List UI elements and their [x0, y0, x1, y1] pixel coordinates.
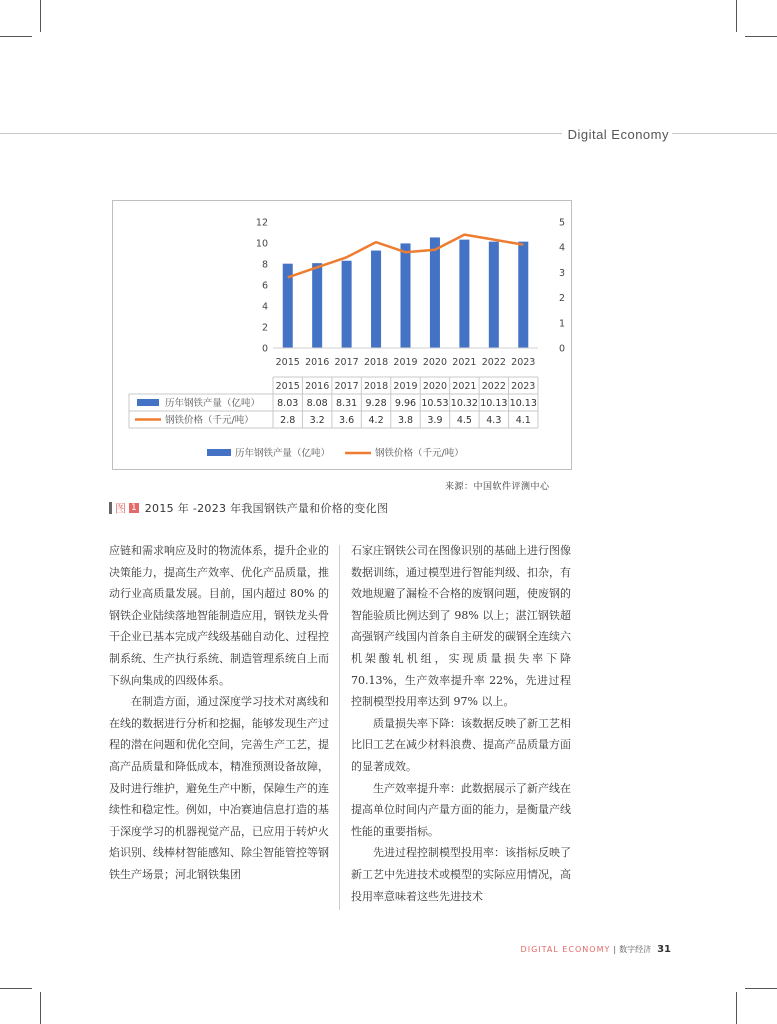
table-header-cell: 2023 [511, 381, 536, 392]
page-footer [521, 944, 671, 955]
chart-svg [113, 201, 573, 471]
table-header-cell: 2017 [334, 381, 359, 392]
y-right-tick-label: 3 [559, 267, 566, 279]
table-value-cell: 4.2 [368, 415, 384, 426]
table-value-cell: 10.13 [509, 398, 537, 409]
x-tick-label: 2015 [275, 357, 300, 368]
footer-separator: | [613, 945, 617, 954]
paragraph: 生产效率提升率：此数据展示了新产线在提高单位时间内产量方面的能力，是衡量产线性能的重要指标。 [351, 781, 571, 838]
y-left-tick-label: 6 [261, 280, 268, 292]
x-tick-label: 2021 [452, 357, 477, 368]
column-divider [339, 545, 340, 910]
table-header-cell: 2018 [363, 381, 389, 392]
table-value-cell: 10.32 [450, 398, 478, 409]
chart-figure [112, 200, 572, 470]
x-tick-label: 2020 [422, 357, 448, 368]
bar [312, 263, 322, 348]
x-tick-label: 2018 [363, 357, 389, 368]
table-value-cell: 3.6 [339, 415, 355, 426]
y-right-tick-label: 4 [559, 242, 566, 254]
y-left-tick-label: 8 [261, 259, 268, 271]
paragraph: 应链和需求响应及时的物流体系，提升企业的决策能力，提高生产效率、优化产品质量，推动行业高质量发展。目前，国内超过 80% 的钢铁企业陆续落地智能制造应用，钢铁龙头骨干企业已基本完成产线级基础自动化、过程控制系统、生产执行系统、制造管理系统自上而下纵向集成的四级体系。 [109, 544, 329, 687]
table-header-cell: 2021 [452, 381, 477, 392]
x-tick-label: 2022 [481, 357, 506, 368]
y-left-tick-label: 0 [261, 343, 268, 355]
table-header-cell: 2022 [481, 381, 506, 392]
table-value-cell: 8.31 [336, 398, 358, 409]
page-number: 31 [657, 944, 671, 955]
table-value-cell: 3.9 [427, 415, 443, 426]
bar [342, 261, 352, 348]
table-value-cell: 4.5 [456, 415, 472, 426]
paragraph: 质量损失率下降：该数据反映了新工艺相比旧工艺在减少材料浪费、提高产品质量方面的显著成效。 [351, 716, 571, 773]
y-left-tick-label: 12 [255, 217, 268, 229]
figure-label: 图 [115, 502, 126, 515]
caption-title: 2015 年 -2023 年我国钢铁产量和价格的变化图 [144, 502, 389, 515]
crop-mark [40, 0, 41, 32]
table-value-cell: 9.96 [394, 398, 417, 409]
crop-mark [745, 988, 777, 989]
bar [430, 237, 440, 348]
figure-caption [109, 500, 388, 516]
caption-marker [109, 502, 112, 514]
x-tick-label: 2019 [393, 357, 418, 368]
table-value-cell: 2.8 [280, 415, 296, 426]
crop-mark [40, 992, 41, 1024]
table-header-cell: 2016 [305, 381, 330, 392]
table-series-label: 钢铁价格（千元/吨） [165, 415, 254, 426]
x-tick-label: 2023 [511, 357, 536, 368]
source-note: 来源：中国软件评测中心 [445, 482, 550, 492]
table-header-cell: 2019 [393, 381, 418, 392]
crop-mark [736, 0, 737, 32]
bar [400, 243, 410, 348]
table-value-cell: 4.1 [515, 415, 531, 426]
table-value-cell: 4.3 [486, 415, 502, 426]
paragraph: 先进过程控制模型投用率：该指标反映了新工艺中先进技术或模型的实际应用情况，高投用率意味着这些先进技术 [351, 846, 571, 903]
y-right-tick-label: 5 [559, 217, 566, 229]
crop-mark [0, 988, 32, 989]
y-right-tick-label: 2 [559, 293, 566, 305]
table-value-cell: 10.13 [480, 398, 508, 409]
legend-key-bar [207, 449, 231, 456]
x-tick-label: 2016 [305, 357, 330, 368]
table-series-label: 历年钢铁产量（亿吨） [165, 398, 261, 409]
bar [489, 242, 499, 348]
footer-section: 数字经济 [619, 945, 652, 954]
table-header-cell: 2015 [275, 381, 300, 392]
bar [371, 251, 381, 348]
legend-label: 历年钢铁产量（亿吨） [235, 448, 331, 459]
y-left-tick-label: 4 [261, 301, 268, 313]
table-header-cell: 2020 [422, 381, 448, 392]
y-left-tick-label: 10 [255, 238, 268, 250]
figure-number: 1 [131, 503, 137, 513]
bar [518, 242, 528, 348]
bar [459, 240, 469, 348]
crop-mark [745, 36, 777, 37]
crop-mark [0, 36, 32, 37]
y-right-tick-label: 1 [559, 318, 566, 330]
crop-mark [736, 992, 737, 1024]
table-value-cell: 10.53 [421, 398, 449, 409]
y-left-tick-label: 2 [261, 322, 268, 334]
table-value-cell: 8.08 [306, 398, 328, 409]
table-value-cell: 3.2 [309, 415, 325, 426]
running-header: Digital Economy [562, 127, 672, 142]
legend-label: 钢铁价格（千元/吨） [375, 448, 464, 459]
paragraph: 在制造方面，通过深度学习技术对离线和在线的数据进行分析和挖掘，能够发现生产过程的潜在问题和优化空间，完善生产工艺，提高产品质量和降低成本，精准预测设备故障，及时进行维护，避免生产中断，保障生产的连续性和稳定性。例如，中冶赛迪信息打造的基于深度学习的机器视觉产品，已应用于转炉火焰识别、线棒材智能感知、除尘智能管控等钢铁生产场景；河北钢铁集团 [109, 695, 329, 881]
y-right-tick-label: 0 [559, 343, 566, 355]
table-legend-key [137, 399, 159, 406]
footer-brand: DIGITAL ECONOMY [520, 945, 611, 954]
table-value-cell: 8.03 [277, 398, 299, 409]
table-value-cell: 9.28 [365, 398, 387, 409]
x-tick-label: 2017 [334, 357, 359, 368]
body-column-right [351, 540, 571, 907]
paragraph: 石家庄钢铁公司在图像识别的基础上进行图像数据训练，通过模型进行智能判级、扣杂，有效地规避了漏检不合格的废钢问题，使废钢的智能验质比例达到了 98% 以上；湛江钢铁超高强钢产线国内首条自主研发的碳钢全连续六机架酸轧机组，实现质量损失率下降 70.13%，生产效率提升率 22%，先进过程控制模型投用率达到 97% 以上。 [351, 544, 571, 709]
table-value-cell: 3.8 [397, 415, 414, 426]
body-column-left [109, 540, 329, 886]
